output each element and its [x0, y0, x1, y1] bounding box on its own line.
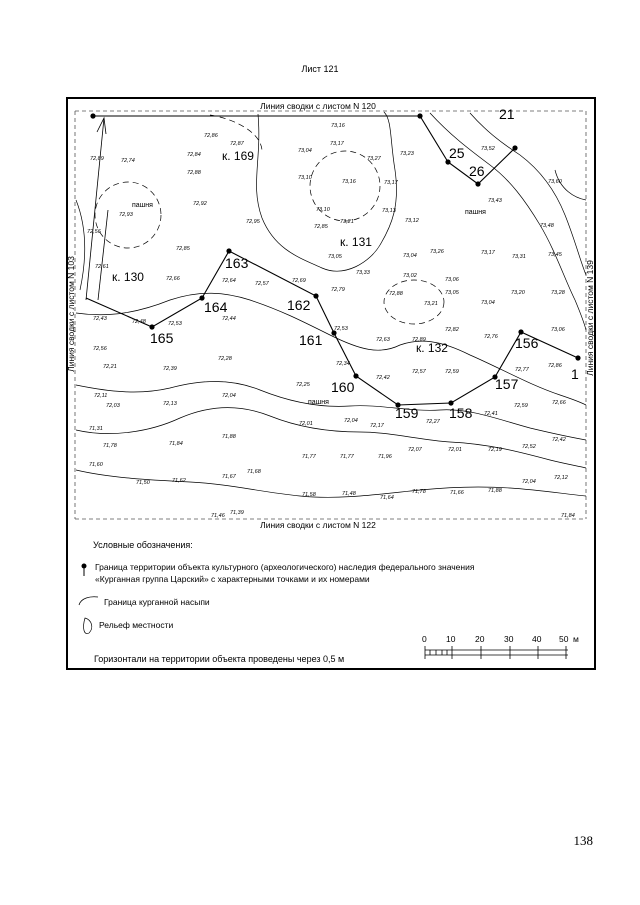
elevation-mark: 73,04	[481, 300, 495, 306]
point-label: 1	[571, 366, 579, 382]
legend-relief-text: Рельеф местности	[99, 620, 174, 630]
scale-unit: м	[573, 634, 579, 644]
point-label: 21	[499, 106, 515, 122]
elevation-mark: 72,21	[103, 364, 117, 370]
contour-line	[76, 470, 586, 497]
elevation-mark: 72,86	[548, 363, 562, 369]
elevation-mark: 72,89	[90, 156, 104, 162]
elevation-mark: 71,50	[136, 480, 150, 486]
elevation-mark: 73,17	[330, 141, 344, 147]
elevation-mark: 73,45	[548, 252, 562, 258]
kurgan-label: к. 131	[340, 235, 372, 249]
elevation-mark: 71,96	[378, 454, 392, 460]
boundary-point	[475, 181, 480, 186]
elevation-mark: 72,89	[412, 337, 426, 343]
elevation-mark: 72,88	[187, 170, 201, 176]
north-arrow-icon	[86, 118, 108, 300]
elevation-mark: 72,12	[554, 475, 568, 481]
elevation-mark: 72,04	[222, 393, 236, 399]
area-label: пашня	[465, 209, 486, 216]
page-number: 138	[573, 833, 593, 848]
edge-label-bottom: Линия сводки с листом N 122	[260, 520, 376, 530]
elevation-mark: 72,01	[299, 421, 313, 427]
elevation-mark: 73,05	[445, 290, 459, 296]
elevation-mark: 71,68	[247, 469, 261, 475]
contour-line	[76, 200, 85, 290]
elevation-mark: 72,57	[255, 281, 269, 287]
elevation-mark: 73,17	[384, 180, 398, 186]
elevation-mark: 72,28	[218, 356, 232, 362]
boundary-point	[512, 145, 517, 150]
elevation-mark: 72,27	[426, 419, 440, 425]
elevation-mark: 72,56	[93, 346, 107, 352]
edge-label-right: Линия сводки с листом N 139	[585, 260, 595, 376]
elevation-mark: 72,44	[222, 316, 236, 322]
elevation-mark: 73,17	[481, 250, 495, 256]
scale-tick: 10	[446, 634, 456, 644]
elevation-mark: 72,53	[168, 321, 182, 327]
kurgan-label: к. 132	[416, 341, 448, 355]
elevation-mark: 71,62	[172, 478, 186, 484]
elevation-mark: 71,46	[211, 513, 225, 519]
elevation-mark: 72,92	[193, 201, 207, 207]
elevation-mark: 73,02	[403, 273, 417, 279]
edge-label-top: Линия сводки с листом N 120	[260, 101, 376, 111]
elevation-mark: 72,95	[246, 219, 260, 225]
elevation-mark: 72,01	[448, 447, 462, 453]
scale-tick: 50	[559, 634, 569, 644]
elevation-mark: 71,88	[488, 488, 502, 494]
elevation-mark: 71,58	[302, 492, 316, 498]
elevation-mark: 72,56	[87, 229, 101, 235]
elevation-mark: 72,63	[376, 337, 390, 343]
elevation-mark: 72,84	[187, 152, 201, 158]
scale-labels	[422, 634, 579, 644]
elevation-mark: 72,52	[522, 444, 536, 450]
object-boundary	[86, 116, 578, 405]
kurgan-label: к. 169	[222, 149, 254, 163]
elevation-mark: 72,42	[552, 437, 566, 443]
elevation-mark: 73,13	[382, 208, 396, 214]
point-label: 26	[469, 163, 485, 179]
elevation-mark: 72,59	[445, 369, 459, 375]
point-label: 157	[495, 376, 519, 392]
boundary-point	[226, 248, 231, 253]
boundary-point	[90, 113, 95, 118]
sheet-title: Лист 121	[301, 64, 339, 74]
elevation-mark: 72,64	[222, 278, 236, 284]
elevation-mark: 71,88	[222, 434, 236, 440]
scale-tick: 20	[475, 634, 485, 644]
elevation-mark: 73,05	[328, 254, 342, 260]
point-label: 25	[449, 145, 465, 161]
point-number-labels	[150, 106, 579, 421]
point-label: 156	[515, 335, 539, 351]
elevation-mark: 73,23	[400, 151, 414, 157]
elevation-mark: 71,84	[169, 441, 183, 447]
elevation-mark: 73,04	[298, 148, 312, 154]
contour-lines	[76, 112, 586, 497]
boundary-point	[417, 113, 422, 118]
legend-boundary-line1: Граница территории объекта культурного (археологического) наследия федерального значения	[95, 562, 475, 572]
legend-boundary-line2: «Курганная группа Царский» с характерными точками и их номерами	[95, 574, 370, 584]
kurgan-label: к. 130	[112, 270, 144, 284]
elevation-mark: 72,25	[296, 382, 310, 388]
elevation-mark: 73,21	[424, 301, 438, 307]
point-label: 158	[449, 405, 473, 421]
elevation-mark: 73,10	[316, 207, 330, 213]
elevation-mark: 71,48	[342, 491, 356, 497]
elevation-mark: 72,53	[334, 326, 348, 332]
point-label: 159	[395, 405, 419, 421]
elevation-mark: 72,11	[94, 393, 108, 399]
elevation-mark: 72,76	[484, 334, 498, 340]
elevation-mark: 73,20	[511, 290, 525, 296]
elevation-mark: 72,87	[230, 141, 244, 147]
elevation-mark: 73,28	[551, 290, 565, 296]
elevation-mark: 71,64	[380, 495, 394, 501]
boundary-point	[518, 329, 523, 334]
point-label: 161	[299, 332, 323, 348]
elevation-mark: 71,67	[222, 474, 236, 480]
elevation-mark: 72,86	[204, 133, 218, 139]
elevation-mark: 72,93	[119, 212, 133, 218]
elevation-marks	[87, 123, 575, 519]
elevation-mark: 73,06	[551, 327, 565, 333]
elevation-mark: 72,04	[344, 418, 358, 424]
boundary-point	[313, 293, 318, 298]
elevation-mark: 72,85	[176, 246, 190, 252]
elevation-mark: 72,13	[163, 401, 177, 407]
elevation-mark: 72,66	[166, 276, 180, 282]
scale-tick: 30	[504, 634, 514, 644]
elevation-mark: 72,39	[163, 366, 177, 372]
elevation-mark: 72,88	[389, 291, 403, 297]
boundary-point	[149, 324, 154, 329]
edge-label-left: Линия сводки с листом N 103	[66, 256, 76, 372]
elevation-mark: 73,27	[367, 156, 381, 162]
elevation-mark: 72,41	[484, 411, 498, 417]
elevation-mark: 72,57	[412, 369, 426, 375]
elevation-mark: 73,16	[342, 179, 356, 185]
elevation-mark: 72,34	[336, 361, 350, 367]
elevation-mark: 71,66	[450, 490, 464, 496]
elevation-mark: 71,31	[89, 426, 103, 432]
legend-title: Условные обозначения:	[93, 540, 193, 550]
elevation-mark: 73,16	[331, 123, 345, 129]
elevation-mark: 72,48	[132, 319, 146, 325]
contour-line	[257, 112, 397, 271]
elevation-mark: 71,84	[561, 513, 575, 519]
point-label: 162	[287, 297, 311, 313]
elevation-mark: 72,42	[376, 375, 390, 381]
elevation-mark: 73,10	[298, 175, 312, 181]
point-label: 164	[204, 299, 228, 315]
boundary-point	[575, 355, 580, 360]
elevation-mark: 71,77	[340, 454, 354, 460]
elevation-mark: 71,78	[103, 443, 117, 449]
elevation-mark: 73,21	[340, 219, 354, 225]
elevation-mark: 72,61	[95, 264, 109, 270]
elevation-mark: 72,77	[515, 367, 529, 373]
elevation-mark: 72,43	[93, 316, 107, 322]
area-label: пашня	[308, 399, 329, 406]
elevation-mark: 71,77	[302, 454, 316, 460]
elevation-mark: 73,48	[540, 223, 554, 229]
legend-mound-text: Граница курганной насыпи	[104, 597, 210, 607]
elevation-mark: 73,04	[403, 253, 417, 259]
elevation-mark: 72,79	[331, 287, 345, 293]
elevation-mark: 73,43	[488, 198, 502, 204]
elevation-mark: 72,19	[488, 447, 502, 453]
elevation-mark: 73,52	[481, 146, 495, 152]
scale-tick: 40	[532, 634, 542, 644]
elevation-mark: 72,04	[522, 479, 536, 485]
contour-interval-note: Горизонтали на территории объекта проведены через 0,5 м	[94, 654, 345, 664]
elevation-mark: 72,69	[292, 278, 306, 284]
legend-mound-symbol	[79, 597, 98, 605]
scale-tick: 0	[422, 634, 427, 644]
boundary-point	[353, 373, 358, 378]
elevation-mark: 72,85	[314, 224, 328, 230]
elevation-mark: 73,33	[356, 270, 370, 276]
contour-line	[555, 170, 586, 200]
point-label: 163	[225, 255, 249, 271]
point-label: 165	[150, 330, 174, 346]
elevation-mark: 71,78	[412, 489, 426, 495]
elevation-mark: 73,06	[445, 277, 459, 283]
elevation-mark: 72,03	[106, 403, 120, 409]
contour-line	[76, 408, 586, 468]
elevation-mark: 72,74	[121, 158, 135, 164]
elevation-mark: 72,17	[370, 423, 384, 429]
elevation-mark: 72,59	[514, 403, 528, 409]
elevation-mark: 72,07	[408, 447, 422, 453]
elevation-mark: 72,66	[552, 400, 566, 406]
elevation-mark: 73,31	[512, 254, 526, 260]
elevation-mark: 73,26	[430, 249, 444, 255]
elevation-mark: 71,60	[89, 462, 103, 468]
area-label: пашня	[132, 202, 153, 209]
elevation-mark: 71,39	[230, 510, 244, 516]
elevation-mark: 73,60	[548, 179, 562, 185]
legend-relief-symbol	[84, 618, 92, 634]
legend-boundary-symbol	[82, 564, 87, 577]
scale-bar	[425, 646, 568, 659]
point-label: 160	[331, 379, 355, 395]
elevation-mark: 73,12	[405, 218, 419, 224]
elevation-mark: 72,82	[445, 327, 459, 333]
